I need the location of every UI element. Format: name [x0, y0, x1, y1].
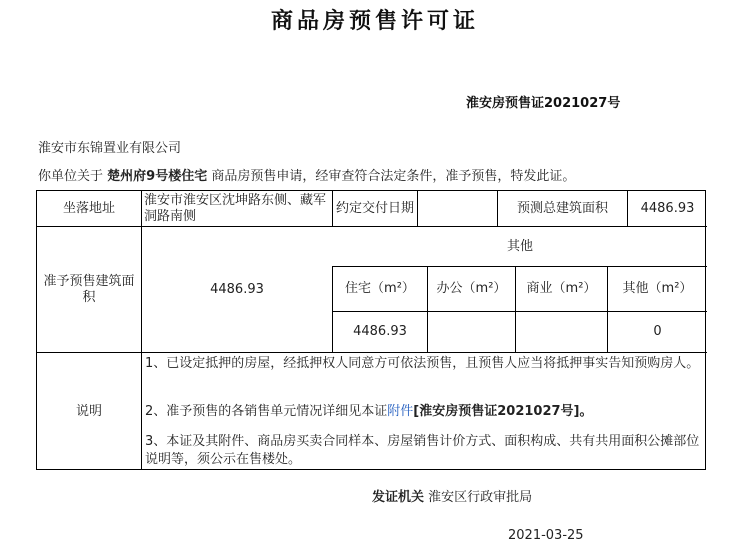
issuing-authority — [372, 486, 532, 505]
total-area-value: 4486.93 — [640, 200, 695, 216]
issuer-label: 发证机关 — [372, 490, 425, 505]
delivery-date-label: 约定交付日期 — [336, 200, 415, 216]
other-value: 0 — [653, 324, 662, 339]
location-label: 坐落地址 — [62, 200, 115, 216]
presale-area-value: 4486.93 — [210, 281, 264, 297]
intro-text — [38, 165, 575, 184]
commercial-value — [516, 312, 607, 352]
note-2-text: 2、准予预售的各销售单元情况详细见本证 — [145, 404, 388, 419]
col-commercial: 商业（m²） — [526, 281, 597, 296]
col-other: 其他（m²） — [622, 281, 693, 296]
issuer-value: 淮安区行政审批局 — [428, 490, 533, 505]
certificate-number: 淮安房预售证2021027号 — [466, 96, 621, 111]
note-2-ref: [淮安房预售证2021027号]。 — [413, 404, 593, 419]
col-residential: 住宅（m²） — [345, 281, 415, 296]
attachment-link[interactable]: 附件 — [387, 404, 414, 419]
company-name: 淮安市东锦置业有限公司 — [38, 141, 182, 156]
note-2 — [145, 403, 701, 421]
other-header: 其他 — [506, 238, 533, 254]
note-1: 1、已设定抵押的房屋，经抵押权人同意方可依法预售，且预售人应当将抵押事实告知预购房人。 — [145, 356, 700, 371]
delivery-date-value — [418, 191, 497, 226]
intro-prefix: 你单位关于 — [38, 169, 104, 184]
col-office: 办公（m²） — [436, 281, 507, 296]
note-3: 3、本证及其附件、商品房买卖合同样本、房屋销售计价方式、面积构成、共有共用面积公摊部位说明等，须公示在售楼处。 — [145, 434, 700, 467]
permit-table — [36, 190, 706, 470]
intro-suffix: 商品房预售申请，经审查符合法定条件，准予预售，特发此证。 — [211, 169, 576, 184]
residential-value: 4486.93 — [353, 324, 407, 339]
office-value — [428, 312, 515, 352]
project-name: 楚州府9号楼住宅 — [107, 169, 208, 184]
document-title: 商品房预售许可证 — [270, 9, 479, 34]
presale-area-label: 准予预售建筑面积 — [43, 273, 135, 305]
issue-date: 2021-03-25 — [508, 528, 584, 543]
notes-label: 说明 — [75, 403, 102, 419]
total-area-label: 预测总建筑面积 — [516, 200, 608, 216]
location-value: 淮安市淮安区沈坤路东侧、藏军洞路南侧 — [144, 192, 327, 224]
